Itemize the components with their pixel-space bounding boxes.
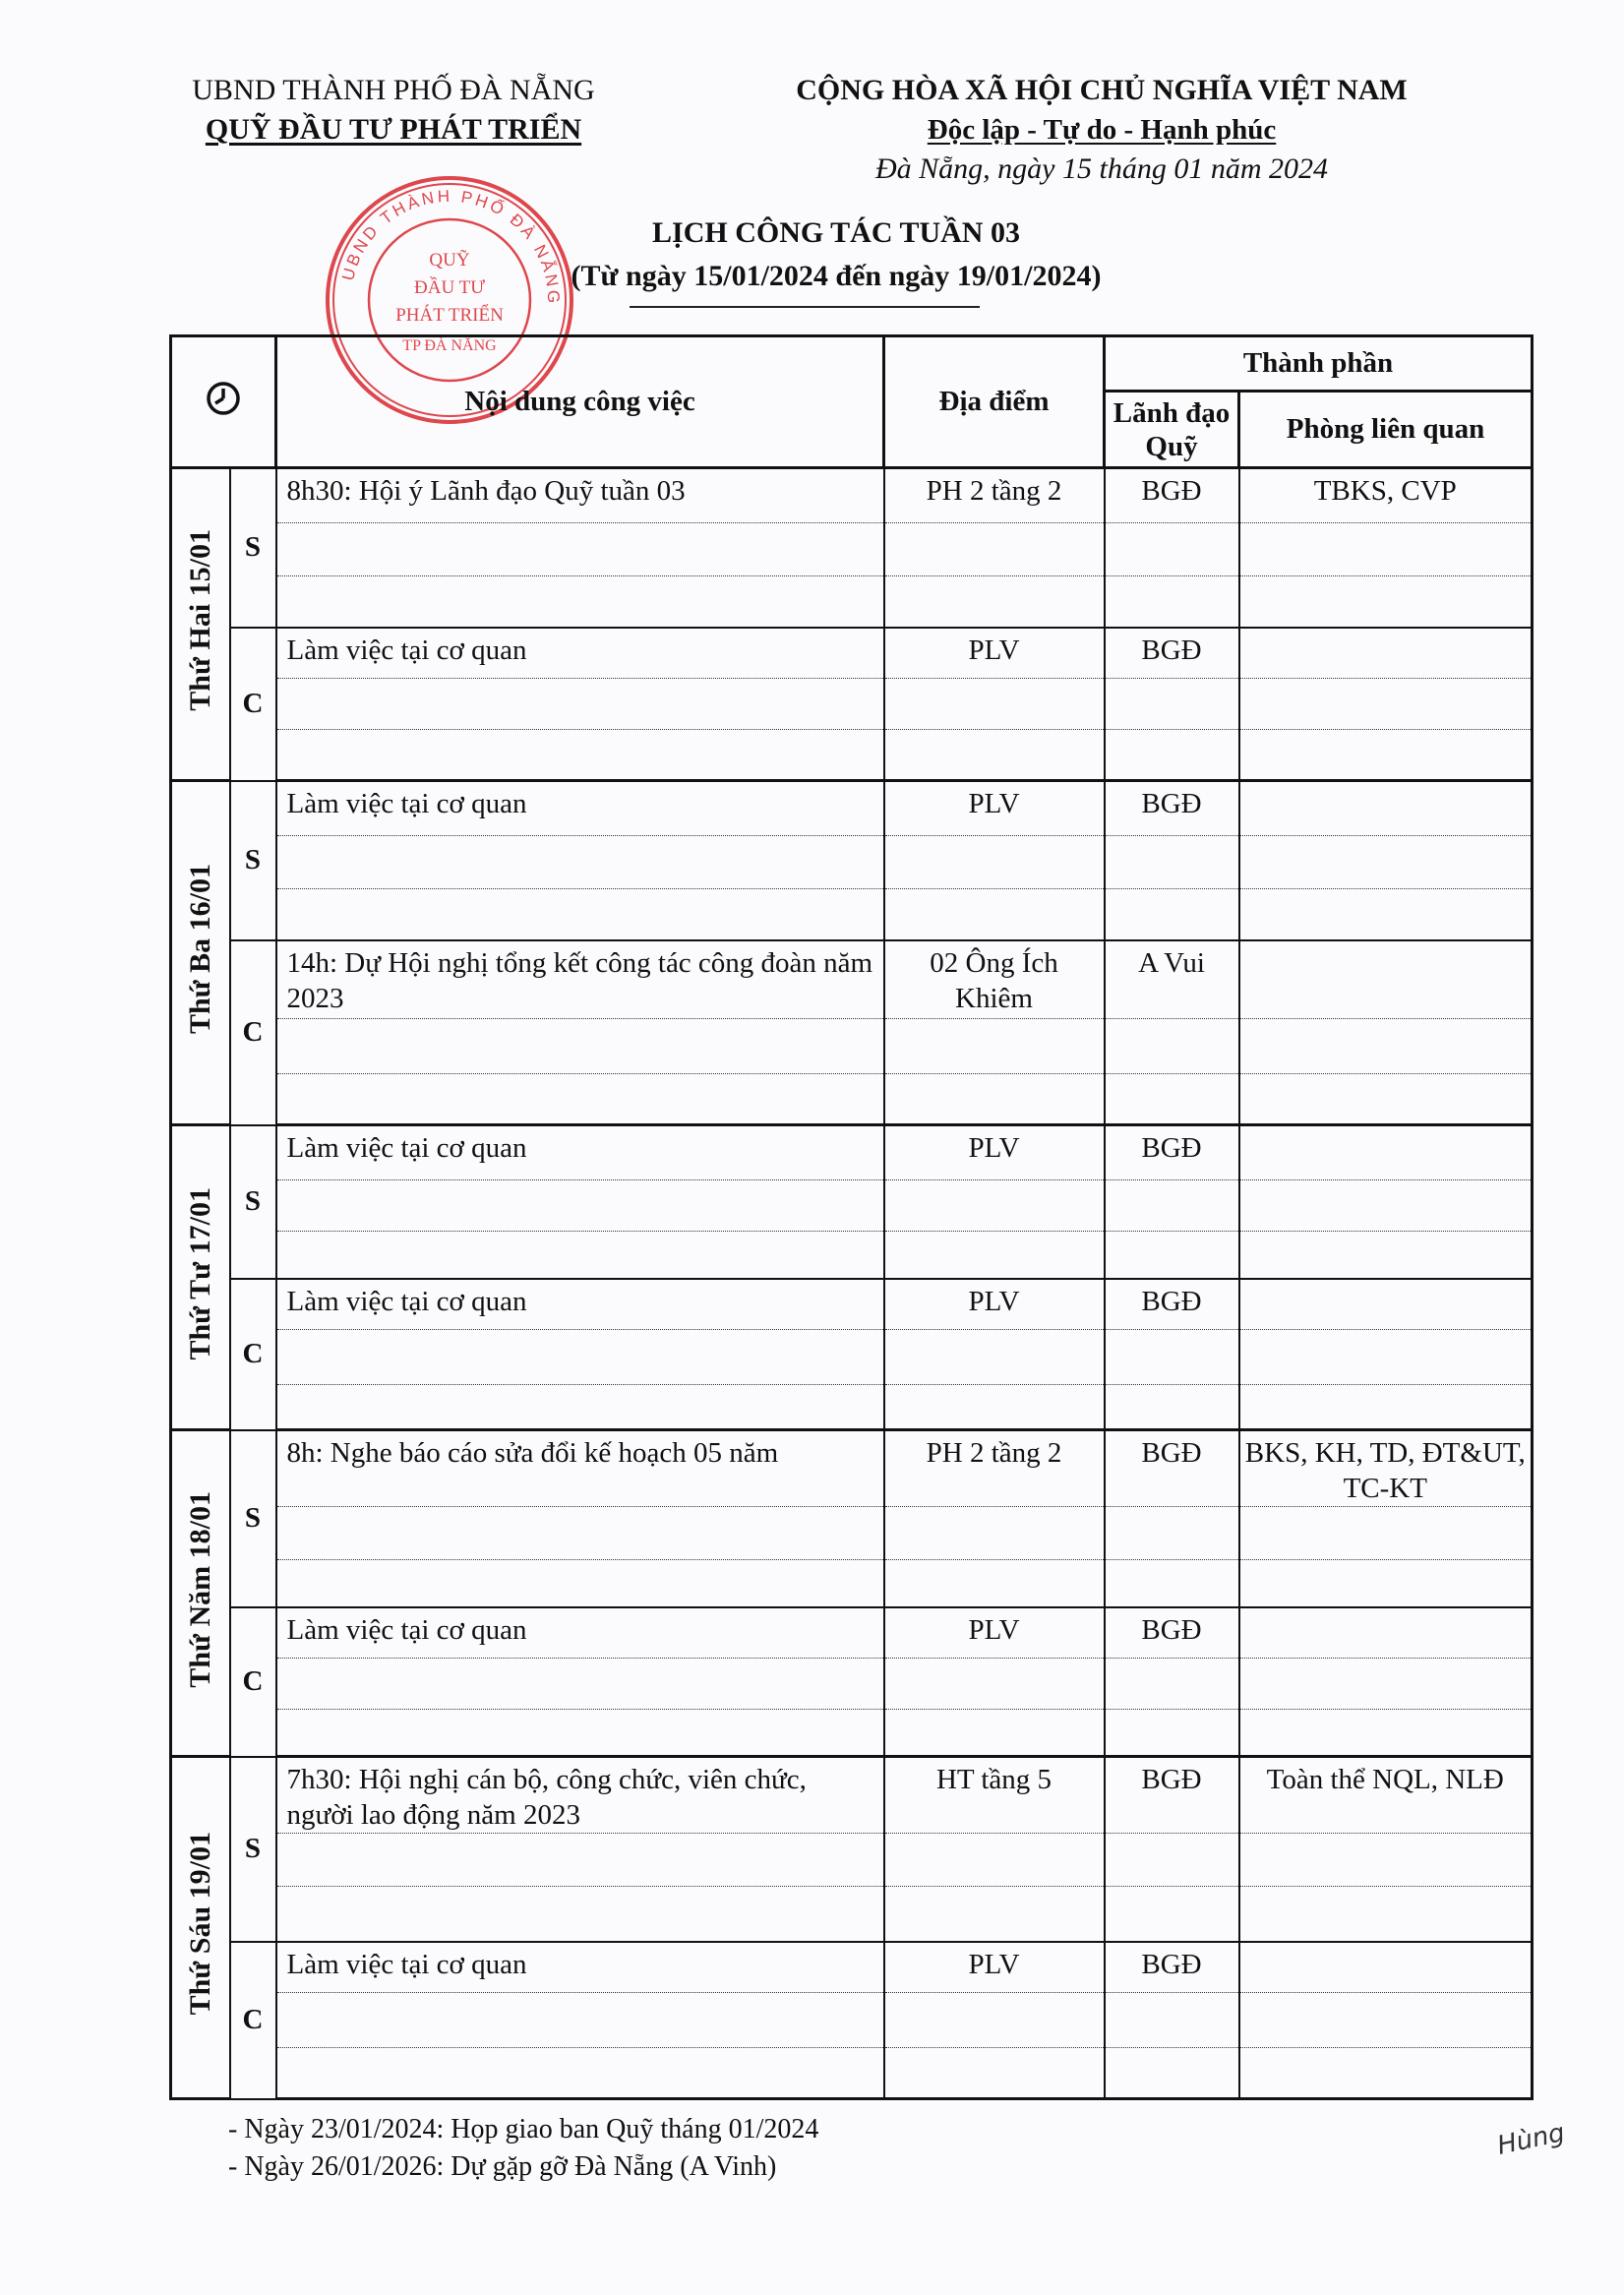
blank-line: [276, 1993, 884, 2048]
blank-line: [884, 1993, 1105, 2048]
handwritten-signature: Hùng: [1494, 2118, 1568, 2161]
session-code: S: [230, 1125, 276, 1279]
schedule-table: [169, 334, 1534, 2100]
day-label-cell: [171, 1757, 230, 2099]
session-code: S: [230, 1757, 276, 1942]
blank-line: [1239, 730, 1533, 781]
session-leader: BGĐ: [1105, 1942, 1239, 1993]
leader-header: Lãnh đạo Quỹ: [1105, 392, 1239, 468]
session-location: PLV: [884, 1607, 1105, 1659]
session-departments: Toàn thể NQL, NLĐ: [1239, 1757, 1533, 1834]
blank-line: [276, 576, 884, 628]
blank-line: [884, 1710, 1105, 1757]
session-content: Làm việc tại cơ quan: [276, 1279, 884, 1330]
blank-line: [276, 1330, 884, 1385]
blank-line: [1105, 1710, 1239, 1757]
blank-line: [276, 836, 884, 889]
title-underline: [630, 306, 980, 308]
location-header: Địa điểm: [884, 336, 1105, 468]
note-item: - Ngày 26/01/2026: Dự gặp gỡ Đà Nẵng (A Vinh): [228, 2151, 777, 2182]
day-label: Thứ Tư 17/01: [183, 1186, 216, 1360]
clock-icon: [204, 379, 243, 418]
participants-header: Thành phần: [1105, 336, 1533, 392]
day-label: Thứ Năm 18/01: [183, 1490, 216, 1688]
blank-line: [1105, 2048, 1239, 2099]
session-code: S: [230, 781, 276, 940]
blank-line: [884, 2048, 1105, 2099]
session-leader: BGĐ: [1105, 1125, 1239, 1180]
note-item: - Ngày 23/01/2024: Họp giao ban Quỹ tháng 01/2024: [228, 2114, 819, 2144]
day-label: Thứ Ba 16/01: [183, 863, 216, 1035]
blank-line: [884, 1074, 1105, 1125]
blank-line: [1239, 889, 1533, 940]
blank-line: [276, 1385, 884, 1430]
session-departments: [1239, 1607, 1533, 1659]
blank-line: [1105, 730, 1239, 781]
blank-line: [276, 1232, 884, 1279]
session-content: Làm việc tại cơ quan: [276, 1125, 884, 1180]
blank-line: [884, 1507, 1105, 1560]
day-label: Thứ Hai 15/01: [183, 529, 216, 711]
blank-line: [1105, 889, 1239, 940]
session-leader: BGĐ: [1105, 468, 1239, 523]
blank-line: [1105, 1232, 1239, 1279]
blank-line: [884, 1019, 1105, 1074]
session-location: PLV: [884, 1125, 1105, 1180]
blank-line: [1239, 1232, 1533, 1279]
session-leader: BGĐ: [1105, 781, 1239, 836]
content-header: Nội dung công việc: [276, 336, 884, 468]
svg-text:PHÁT TRIỂN: PHÁT TRIỂN: [395, 305, 504, 326]
session-location: PLV: [884, 628, 1105, 679]
blank-line: [884, 1834, 1105, 1887]
day-label-cell: [171, 1430, 230, 1757]
session-code: C: [230, 628, 276, 781]
blank-line: [276, 2048, 884, 2099]
blank-line: [1239, 2048, 1533, 2099]
session-code: C: [230, 940, 276, 1125]
blank-line: [276, 1180, 884, 1232]
blank-line: [276, 1710, 884, 1757]
blank-line: [1105, 1659, 1239, 1710]
blank-line: [1105, 1887, 1239, 1942]
session-departments: BKS, KH, TD, ĐT&UT, TC-KT: [1239, 1430, 1533, 1507]
blank-line: [276, 1834, 884, 1887]
session-departments: TBKS, CVP: [1239, 468, 1533, 523]
blank-line: [884, 576, 1105, 628]
blank-line: [1239, 1834, 1533, 1887]
issuer-parent: UBND THÀNH PHỐ ĐÀ NẴNG: [192, 74, 595, 106]
session-location: PH 2 tầng 2: [884, 468, 1105, 523]
blank-line: [1239, 1180, 1533, 1232]
session-departments: [1239, 1942, 1533, 1993]
blank-line: [1239, 1507, 1533, 1560]
session-leader: BGĐ: [1105, 1430, 1239, 1507]
blank-line: [1105, 523, 1239, 576]
session-code: C: [230, 1942, 276, 2099]
session-content: Làm việc tại cơ quan: [276, 1607, 884, 1659]
blank-line: [884, 1330, 1105, 1385]
blank-line: [884, 1659, 1105, 1710]
document-title: [551, 211, 1121, 298]
svg-text:QUỸ: QUỸ: [429, 250, 470, 271]
blank-line: [1239, 523, 1533, 576]
blank-line: [884, 730, 1105, 781]
session-content: 8h30: Hội ý Lãnh đạo Quỹ tuần 03: [276, 468, 884, 523]
session-content: Làm việc tại cơ quan: [276, 781, 884, 836]
blank-line: [276, 1659, 884, 1710]
day-label-cell: [171, 1125, 230, 1430]
schedule-range: (Từ ngày 15/01/2024 đến ngày 19/01/2024): [571, 260, 1102, 292]
svg-text:TP ĐÀ NẴNG: TP ĐÀ NẴNG: [402, 337, 497, 354]
session-leader: BGĐ: [1105, 628, 1239, 679]
blank-line: [276, 889, 884, 940]
session-leader: BGĐ: [1105, 1279, 1239, 1330]
issuer-block: [138, 71, 649, 150]
session-leader: BGĐ: [1105, 1607, 1239, 1659]
blank-line: [1239, 836, 1533, 889]
session-content: 14h: Dự Hội nghị tổng kết công tác công đoàn năm 2023: [276, 940, 884, 1019]
country-name: CỘNG HÒA XÃ HỘI CHỦ NGHĨA VIỆT NAM: [796, 74, 1408, 106]
day-label: Thứ Sáu 19/01: [183, 1832, 216, 2016]
departments-header: Phòng liên quan: [1239, 392, 1533, 468]
session-content: Làm việc tại cơ quan: [276, 1942, 884, 1993]
day-label-cell: [171, 781, 230, 1125]
session-content: Làm việc tại cơ quan: [276, 628, 884, 679]
blank-line: [1105, 679, 1239, 730]
blank-line: [1105, 1507, 1239, 1560]
blank-line: [1105, 1074, 1239, 1125]
svg-text:UBND THÀNH PHỐ ĐÀ NẴNG: UBND THÀNH PHỐ ĐÀ NẴNG: [337, 186, 564, 307]
blank-line: [884, 836, 1105, 889]
blank-line: [276, 679, 884, 730]
session-location: PLV: [884, 781, 1105, 836]
time-header: [171, 336, 276, 468]
blank-line: [276, 523, 884, 576]
session-location: PLV: [884, 1942, 1105, 1993]
session-location: PLV: [884, 1279, 1105, 1330]
notes: [228, 2111, 818, 2186]
blank-line: [1105, 1993, 1239, 2048]
blank-line: [1239, 1074, 1533, 1125]
session-content: 8h: Nghe báo cáo sửa đổi kế hoạch 05 năm: [276, 1430, 884, 1507]
blank-line: [1239, 1993, 1533, 2048]
blank-line: [1105, 1180, 1239, 1232]
blank-line: [884, 1887, 1105, 1942]
session-location: HT tầng 5: [884, 1757, 1105, 1834]
svg-text:ĐẦU TƯ: ĐẦU TƯ: [414, 277, 485, 298]
session-location: PH 2 tầng 2: [884, 1430, 1105, 1507]
motto: Độc lập - Tự do - Hạnh phúc: [927, 114, 1277, 146]
session-departments: [1239, 1279, 1533, 1330]
blank-line: [276, 1019, 884, 1074]
blank-line: [884, 523, 1105, 576]
blank-line: [276, 1560, 884, 1607]
blank-line: [1239, 1330, 1533, 1385]
issuer-name: QUỸ ĐẦU TƯ PHÁT TRIỂN: [205, 113, 582, 146]
blank-line: [884, 1232, 1105, 1279]
blank-line: [276, 1507, 884, 1560]
session-departments: [1239, 1125, 1533, 1180]
session-departments: [1239, 781, 1533, 836]
blank-line: [884, 679, 1105, 730]
blank-line: [884, 1560, 1105, 1607]
blank-line: [1105, 1560, 1239, 1607]
blank-line: [1105, 576, 1239, 628]
schedule-title: LỊCH CÔNG TÁC TUẦN 03: [652, 216, 1020, 249]
session-leader: A Vui: [1105, 940, 1239, 1019]
session-code: C: [230, 1279, 276, 1430]
blank-line: [1105, 1385, 1239, 1430]
blank-line: [1105, 1019, 1239, 1074]
blank-line: [276, 1887, 884, 1942]
session-location: 02 Ông Ích Khiêm: [884, 940, 1105, 1019]
blank-line: [1239, 1710, 1533, 1757]
place-date: Đà Nẵng, ngày 15 tháng 01 năm 2024: [875, 152, 1328, 185]
blank-line: [1105, 1330, 1239, 1385]
blank-line: [884, 1180, 1105, 1232]
blank-line: [276, 1074, 884, 1125]
blank-line: [884, 889, 1105, 940]
blank-line: [1239, 1887, 1533, 1942]
day-label-cell: [171, 468, 230, 781]
session-code: C: [230, 1607, 276, 1757]
blank-line: [1105, 1834, 1239, 1887]
national-header: [748, 71, 1456, 189]
blank-line: [1239, 1019, 1533, 1074]
blank-line: [1239, 1659, 1533, 1710]
blank-line: [1239, 1385, 1533, 1430]
blank-line: [1239, 576, 1533, 628]
session-code: S: [230, 468, 276, 628]
session-code: S: [230, 1430, 276, 1607]
session-content: 7h30: Hội nghị cán bộ, công chức, viên chức, người lao động năm 2023: [276, 1757, 884, 1834]
session-leader: BGĐ: [1105, 1757, 1239, 1834]
blank-line: [276, 730, 884, 781]
session-departments: [1239, 628, 1533, 679]
blank-line: [1239, 1560, 1533, 1607]
blank-line: [884, 1385, 1105, 1430]
blank-line: [1105, 836, 1239, 889]
session-departments: [1239, 940, 1533, 1019]
blank-line: [1239, 679, 1533, 730]
